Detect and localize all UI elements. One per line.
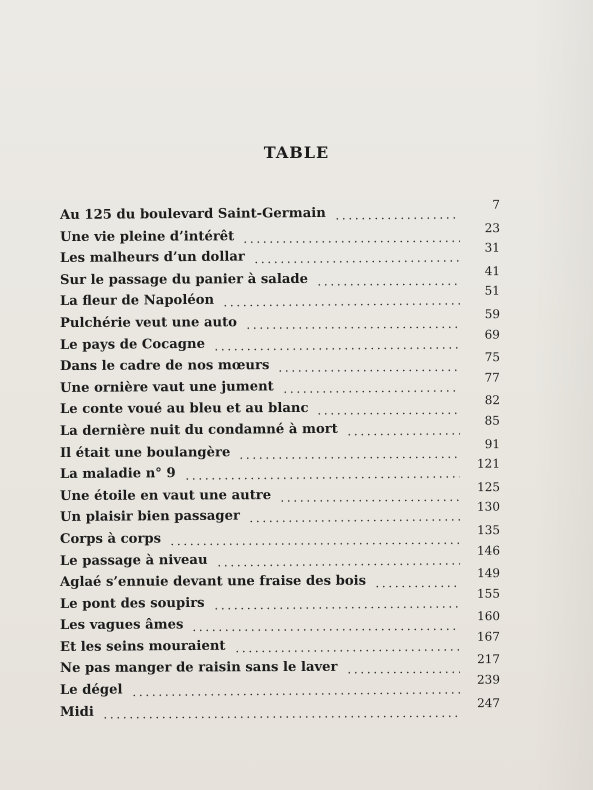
toc-entry-page: 7 [492,197,500,212]
dot-leader [316,283,460,286]
toc-entry-title: Et les seins mouraient [59,638,226,655]
toc-entry [59,307,500,335]
dot-leader [279,499,460,502]
toc-entry-title: Sur le passage du panier à salade [59,271,308,288]
toc-entry-title: Il était une boulangère [59,444,231,461]
toc-entry-title: Le dégel [59,682,123,699]
dot-leader [253,260,460,264]
toc-entry-page: 217 [477,652,500,667]
toc-entry [59,672,500,702]
toc-entry-title: Midi [59,704,94,720]
toc-entry-page: 31 [484,240,500,255]
toc-entry [59,543,500,572]
dot-leader [346,671,460,673]
toc-entry-page: 130 [476,499,500,515]
toc-entry-title: Dans le cadre de nos mœurs [59,358,270,375]
dot-leader [169,542,460,545]
dot-leader [374,585,460,587]
toc-entry [59,197,500,227]
dot-leader [234,648,460,652]
toc-entry-page: 155 [476,586,500,601]
toc-entry-page: 167 [476,629,500,644]
toc-entry-page: 146 [476,543,500,558]
toc-entry [59,456,500,486]
toc-entry-page: 69 [484,327,500,342]
toc-entry-title: Un plaisir bien passager [59,508,241,526]
toc-entry-page: 125 [477,479,500,494]
toc-entry-title: La fleur de Napoléon [59,293,215,310]
dot-leader [102,715,460,719]
toc-entry [59,695,500,724]
toc-entry-title: La maladie n° 9 [59,466,176,483]
toc-entry-title: Le pays de Cocagne [59,336,206,353]
toc-entry-page: 135 [477,522,500,538]
dot-leader [238,455,460,458]
dot-leader [216,562,460,566]
toc-entry-page: 247 [477,695,500,710]
toc-entry-title: Au 125 du boulevard Saint-Germain [59,205,326,223]
toc-entry-page: 59 [484,307,500,322]
toc-entry-title: Pulchérie veut une auto [59,315,237,331]
dot-leader [213,346,460,350]
toc-entry [59,522,500,551]
toc-entry-page: 85 [484,413,500,428]
toc-entry [59,629,500,658]
toc-entry-page: 41 [484,263,500,278]
toc-entry-title: Ne pas manger de raisin sans le laver [59,660,338,677]
toc-entry-page: 121 [476,456,500,471]
dot-leader [316,412,460,415]
toc-entry [59,586,500,615]
toc-entry-title: Les malheurs d’un dollar [59,249,245,267]
toc-entry-page: 82 [484,393,500,408]
dot-leader [248,519,460,523]
toc-entry-page: 51 [484,283,500,299]
toc-entry-page: 91 [484,436,500,451]
toc-entry-page: 149 [477,566,500,581]
dot-leader [245,326,460,329]
table-of-contents [59,197,500,723]
toc-entry [59,413,500,442]
toc-entry-title: Une vie pleine d’intérêt [59,228,235,245]
toc-entry-title: Une étoile en vaut une autre [59,487,272,504]
toc-entry-page: 75 [484,350,500,365]
dot-leader [191,628,460,631]
toc-entry-title: Le passage à niveau [59,552,208,569]
dot-leader [277,369,460,372]
dot-leader [242,239,460,242]
toc-entry-page: 23 [484,220,500,235]
toc-entry-title: Aglaé s’ennuie devant une fraise des bois [59,573,367,591]
dot-leader [222,303,460,307]
toc-entry [59,499,500,529]
toc-entry-title: La dernière nuit du condamné à mort [59,421,338,439]
toc-entry [59,240,500,270]
dot-leader [282,389,460,392]
dot-leader [184,476,460,480]
dot-leader [131,692,460,697]
toc-entry [59,370,500,399]
toc-entry-title: Les vagues âmes [59,617,184,634]
page-title: TABLE [263,143,330,162]
dot-leader [213,605,460,609]
page-edge-shadow [533,0,593,790]
dot-leader [346,432,460,435]
toc-entry [59,283,500,313]
toc-entry-page: 77 [484,370,500,385]
dot-leader [334,216,460,219]
toc-entry [59,327,500,356]
toc-entry-title: Une ornière vaut une jument [59,379,274,396]
toc-entry-page: 239 [476,672,500,687]
toc-entry-title: Le pont des soupirs [59,595,205,612]
toc-entry-page: 160 [477,609,500,624]
toc-entry-title: Le conte voué au bleu et au blanc [59,401,309,418]
toc-entry-title: Corps à corps [59,531,162,547]
